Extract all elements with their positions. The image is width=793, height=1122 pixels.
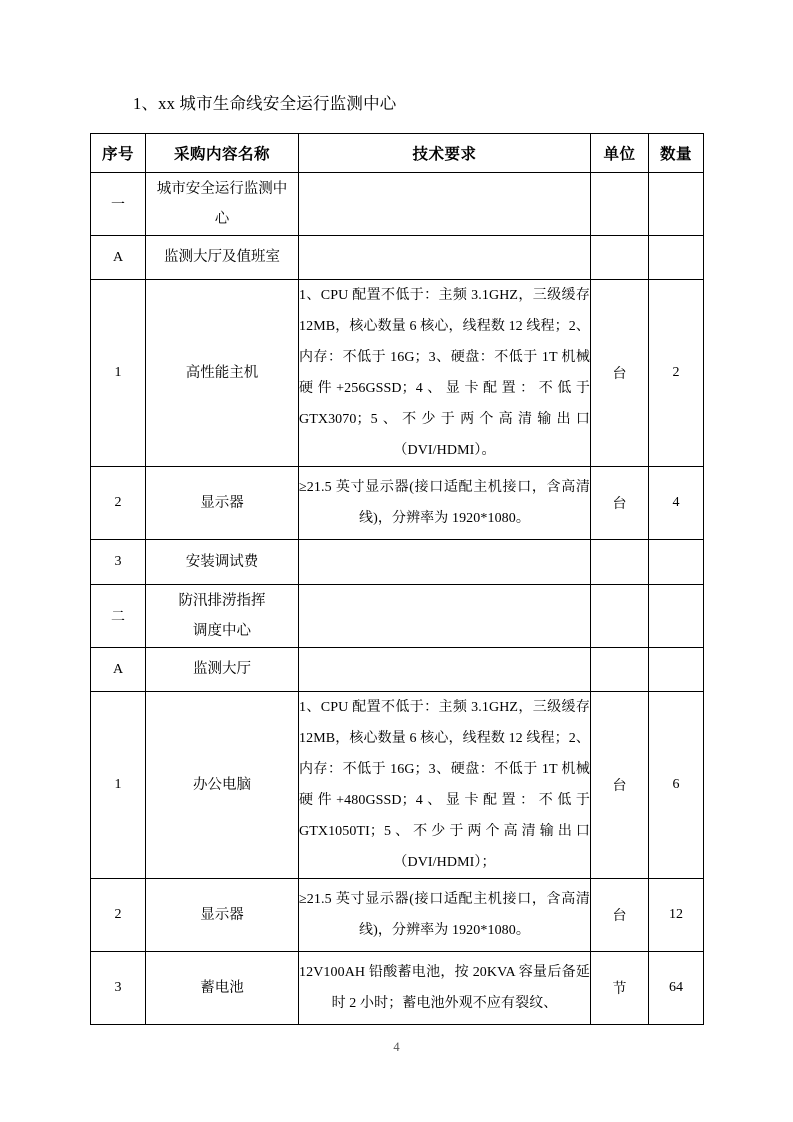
cell-qty: 6: [649, 692, 704, 879]
cell-qty: [649, 236, 704, 280]
column-header-unit: 单位: [591, 134, 649, 173]
cell-seq: 1: [91, 280, 146, 467]
table-row: [91, 173, 704, 236]
cell-seq: 1: [91, 692, 146, 879]
cell-unit: [591, 648, 649, 692]
cell-seq: 2: [91, 467, 146, 540]
cell-name: 蓄电池: [146, 952, 299, 1025]
cell-spec: [299, 648, 591, 692]
cell-spec: [299, 173, 591, 236]
cell-qty: 2: [649, 280, 704, 467]
cell-qty: [649, 173, 704, 236]
column-header-name: 采购内容名称: [146, 134, 299, 173]
table-row: [91, 648, 704, 692]
cell-unit: [591, 236, 649, 280]
cell-unit: [591, 540, 649, 585]
cell-name: 显示器: [146, 879, 299, 952]
column-header-qty: 数量: [649, 134, 704, 173]
cell-seq: A: [91, 648, 146, 692]
cell-qty: [649, 540, 704, 585]
table-row: [91, 692, 704, 879]
cell-qty: 12: [649, 879, 704, 952]
table-header-row: [91, 134, 704, 173]
table-row: [91, 952, 704, 1025]
cell-name-line2: 心: [214, 211, 230, 227]
table-row: [91, 879, 704, 952]
cell-spec: [299, 585, 591, 648]
cell-name: 监测大厅: [146, 648, 299, 692]
column-header-spec: 技术要求: [299, 134, 591, 173]
cell-seq: 2: [91, 879, 146, 952]
cell-spec: 1、CPU 配置不低于：主频 3.1GHZ，三级缓存 12MB，核心数量 6 核心，线程数 12 线程；2、内存：不低于 16G；3、硬盘：不低于 1T 机械硬件+480GSSD；4、显卡配置：不低于 GTX1050TI；5、不少于两个高清输出口（DVI/HDMI）；: [299, 692, 591, 879]
cell-spec: 1、CPU 配置不低于：主频 3.1GHZ，三级缓存 12MB，核心数量 6 核心，线程数 12 线程；2、内存：不低于 16G；3、硬盘：不低于 1T 机械硬件+256GSSD；4、显卡配置：不低于 GTX3070；5、不少于两个高清输出口（DVI/HDMI）。: [299, 280, 591, 467]
cell-name-line2: 调度中心: [193, 623, 251, 639]
cell-unit: 台: [591, 879, 649, 952]
cell-unit: [591, 585, 649, 648]
cell-seq: 3: [91, 540, 146, 585]
cell-name: [146, 173, 299, 236]
cell-unit: 台: [591, 280, 649, 467]
table-row: [91, 280, 704, 467]
cell-spec: 12V100AH 铅酸蓄电池，按 20KVA 容量后备延时 2 小时；蓄电池外观不应有裂纹、: [299, 952, 591, 1025]
table-row: [91, 540, 704, 585]
cell-seq: A: [91, 236, 146, 280]
cell-name: 显示器: [146, 467, 299, 540]
table-row: [91, 236, 704, 280]
column-header-seq: 序号: [91, 134, 146, 173]
cell-unit: [591, 173, 649, 236]
cell-spec: ≥21.5 英寸显示器(接口适配主机接口，含高清线)，分辨率为 1920*1080。: [299, 879, 591, 952]
cell-seq: 3: [91, 952, 146, 1025]
cell-seq: 二: [91, 585, 146, 648]
cell-qty: [649, 585, 704, 648]
procurement-spec-table: [90, 133, 704, 1025]
page-title: 1、xx 城市生命线安全运行监测中心: [133, 94, 397, 113]
cell-name: [146, 585, 299, 648]
cell-name-line1: 防汛排涝指挥: [178, 593, 266, 609]
footer-page-number: 4: [393, 1040, 400, 1054]
table-row: [91, 585, 704, 648]
cell-name-line1: 城市安全运行监测中: [156, 181, 288, 197]
cell-seq: 一: [91, 173, 146, 236]
cell-qty: [649, 648, 704, 692]
cell-spec: [299, 236, 591, 280]
cell-name: 安装调试费: [146, 540, 299, 585]
cell-qty: 4: [649, 467, 704, 540]
cell-unit: 节: [591, 952, 649, 1025]
cell-name: 办公电脑: [146, 692, 299, 879]
cell-name: 高性能主机: [146, 280, 299, 467]
cell-unit: 台: [591, 692, 649, 879]
cell-qty: 64: [649, 952, 704, 1025]
cell-name: 监测大厅及值班室: [146, 236, 299, 280]
cell-spec: [299, 540, 591, 585]
table-row: [91, 467, 704, 540]
cell-unit: 台: [591, 467, 649, 540]
cell-spec: ≥21.5 英寸显示器(接口适配主机接口，含高清线)，分辨率为 1920*1080。: [299, 467, 591, 540]
